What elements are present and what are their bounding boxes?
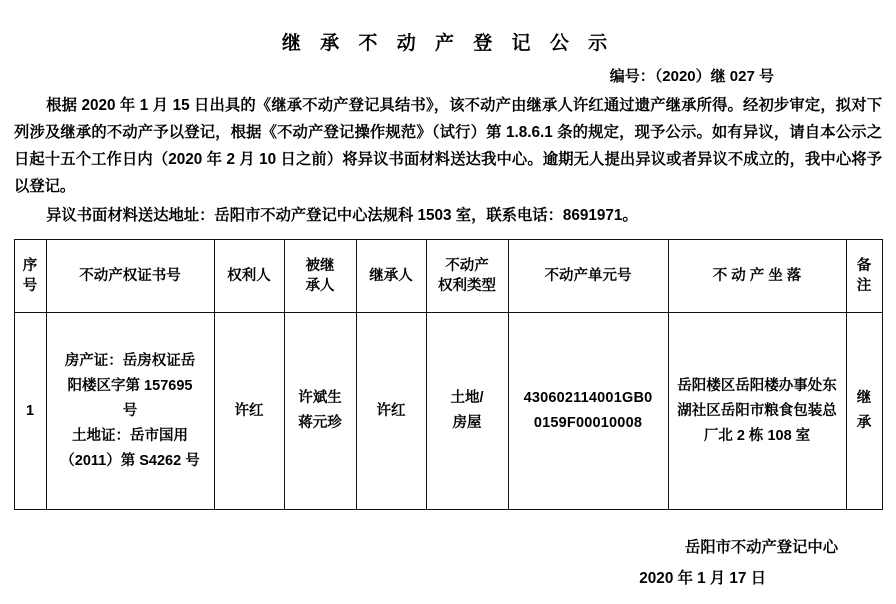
cell-location xyxy=(668,313,846,510)
cert-line-1: 房产证：岳房权证岳 xyxy=(64,352,196,369)
table-header-location: 不 动 产 坐 落 xyxy=(668,240,846,313)
table-header-remark: 备 注 xyxy=(846,240,882,313)
cell-remark xyxy=(846,313,882,510)
cert-line-3: 号 xyxy=(122,402,138,419)
document-number: 编号：（2020）继 027 号 xyxy=(609,68,774,85)
cert-line-4: 土地证：岳市国用 xyxy=(72,427,188,444)
table-header-cert-no: 不动产权证书号 xyxy=(46,240,214,313)
document-page xyxy=(0,28,896,604)
issue-date: 2020 年 1 月 17 日 xyxy=(639,570,766,587)
table-header-unit-no: 不动产单元号 xyxy=(508,240,668,313)
page-title: 继 承 不 动 产 登 记 公 示 xyxy=(281,33,615,54)
unit-line-1: 430602114001GB0 xyxy=(523,390,653,406)
cell-cert-no xyxy=(46,313,214,510)
table-row xyxy=(14,313,882,510)
table-header-owner: 权利人 xyxy=(214,240,284,313)
right-type-line-1: 土地/ xyxy=(450,390,484,406)
notice-paragraph-1: 根据 2020 年 1 月 15 日出具的《继承不动产登记具结书》，该不动产由继承人许红通过遗产继承所得。经初步审定，拟对下列涉及继承的不动产予以登记，根据《不动产登记操作规范》（试行）第 1.8.6.1 条的规定，现予公示。如有异议，请自本公示之日起十五个工作日内（2020 年 2 月 10 日之前）将异议书面材料送达我中心。逾期无人提出异议或者异议不成立的，我中心将予以登记。 xyxy=(14,97,882,195)
unit-line-2: 0159F00010008 xyxy=(533,415,643,431)
table-header-seq: 序 号 xyxy=(14,240,46,313)
cell-owner: 许红 xyxy=(214,313,284,510)
location-line-3: 厂北 2 栋 108 室 xyxy=(703,427,811,444)
notice-body xyxy=(0,92,896,200)
signature-block xyxy=(0,532,896,594)
remark-line-2: 承 xyxy=(856,415,872,431)
cert-line-2: 阳楼区字第 157695 xyxy=(67,377,193,394)
table-header-right-type: 不动产 权利类型 xyxy=(426,240,508,313)
cell-heir: 许红 xyxy=(356,313,426,510)
decedent-line-2: 蒋元珍 xyxy=(298,415,342,431)
cell-decedent xyxy=(284,313,356,510)
table-header-decedent: 被继 承人 xyxy=(284,240,356,313)
remark-line-1: 继 xyxy=(856,390,872,406)
location-line-2: 湖社区岳阳市粮食包装总 xyxy=(677,402,837,419)
cell-right-type xyxy=(426,313,508,510)
issuer-name: 岳阳市不动产登记中心 xyxy=(685,539,838,556)
notice-paragraph-2: 异议书面材料送达地址：岳阳市不动产登记中心法规科 1503 室，联系电话：8691971。 xyxy=(46,207,638,224)
cell-unit-no xyxy=(508,313,668,510)
decedent-line-1: 许斌生 xyxy=(298,390,342,406)
cert-line-5: （2011）第 S4262 号 xyxy=(60,452,200,469)
registration-table xyxy=(14,239,883,510)
right-type-line-2: 房屋 xyxy=(452,415,482,431)
cell-seq: 1 xyxy=(14,313,46,510)
location-line-1: 岳阳楼区岳阳楼办事处东 xyxy=(677,377,837,394)
table-header-row xyxy=(14,240,882,313)
table-header-heir: 继承人 xyxy=(356,240,426,313)
